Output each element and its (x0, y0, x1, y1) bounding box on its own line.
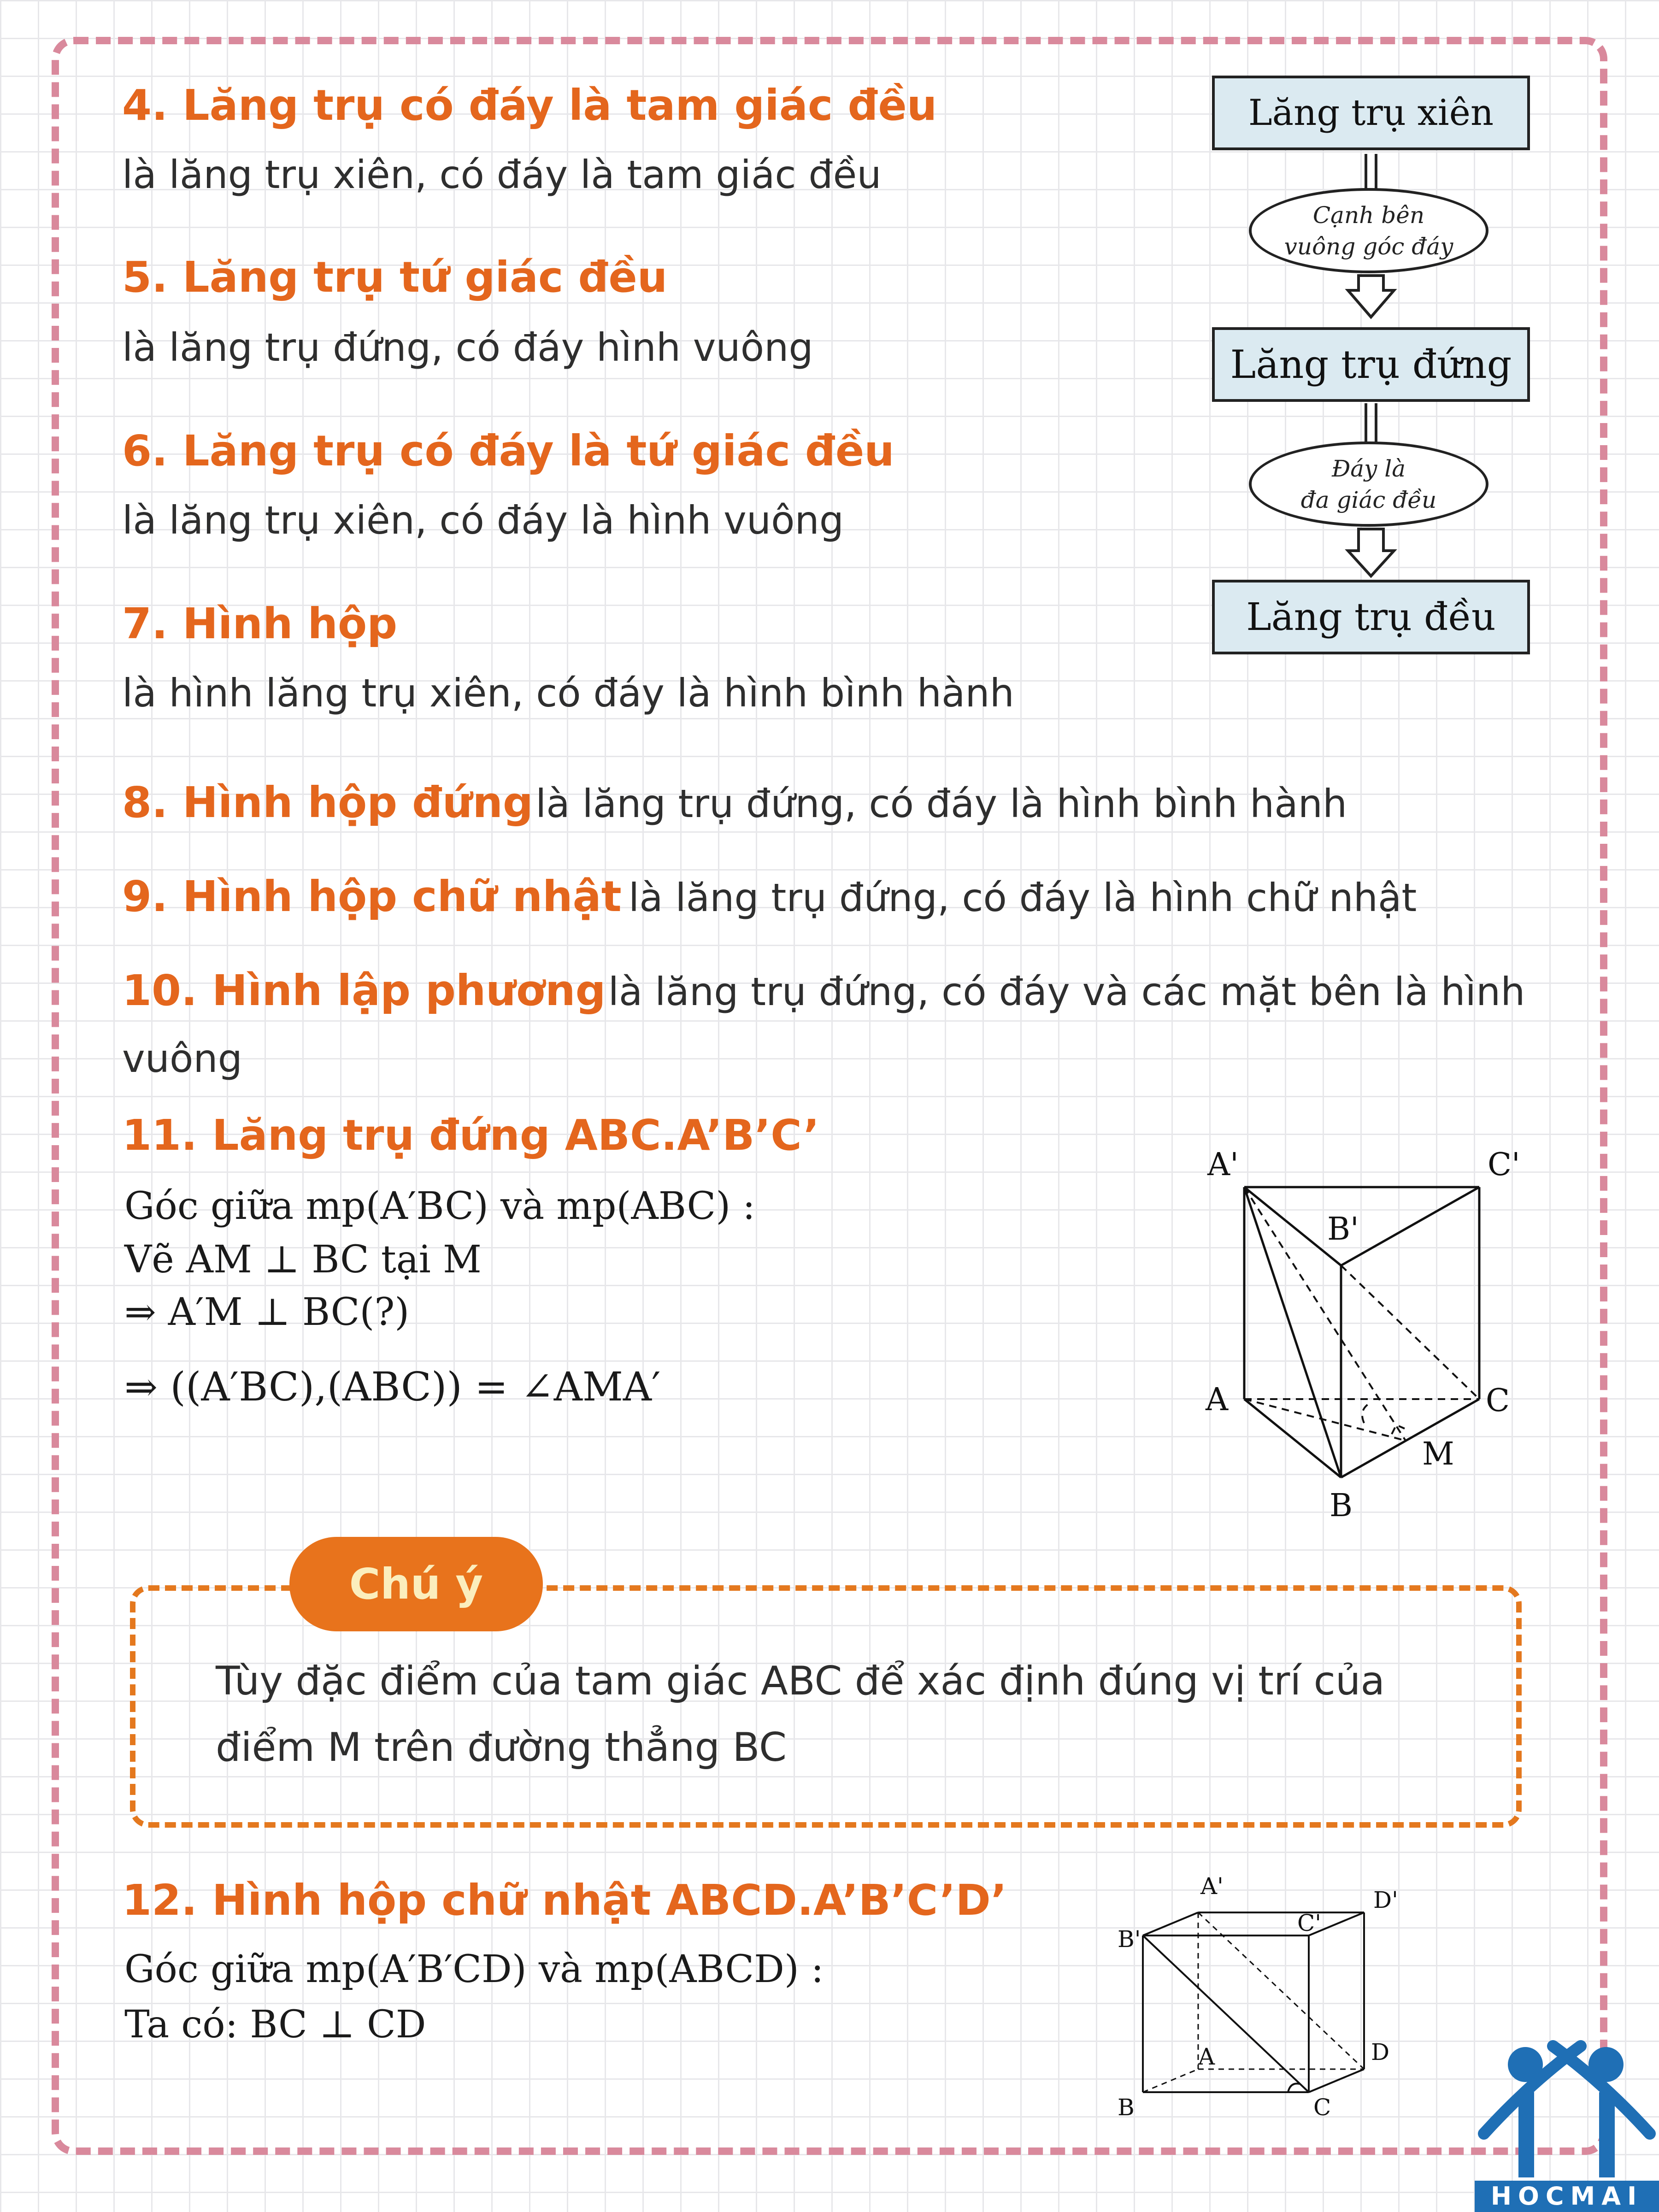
flow-box-regular-prism: Lăng trụ đều (1212, 580, 1530, 654)
item-5-title: 5. Lăng trụ tứ giác đều (122, 253, 668, 302)
prism-label-c: C (1486, 1382, 1510, 1419)
item-11-math-line3: ⇒ A′M ⊥ BC(?) (124, 1290, 410, 1334)
item-6-body: là lăng trụ xiên, có đáy là hình vuông (122, 498, 844, 543)
prism-label-b: B (1330, 1488, 1353, 1524)
item-10-body-line1: là lăng trụ đứng, có đáy và các mặt bên là hình (608, 969, 1525, 1014)
flow-condition-2-line2: đa giác đều (1300, 486, 1437, 513)
prism-label-b1: B' (1327, 1211, 1359, 1247)
flow-condition-regular-base (1249, 441, 1488, 527)
flow-condition-lateral-perpendicular (1249, 188, 1488, 273)
item-9-body: là lăng trụ đứng, có đáy là hình chữ nhật (628, 875, 1417, 920)
item-11-math-line4: ⇒ ((A′BC),(ABC)) = ∠AMA′ (124, 1364, 661, 1410)
flow-box-right-prism: Lăng trụ đứng (1212, 327, 1530, 402)
item-9 (122, 872, 1417, 921)
item-4-title: 4. Lăng trụ có đáy là tam giác đều (122, 81, 937, 130)
hocmai-logo (1475, 2028, 1659, 2212)
item-8 (122, 778, 1347, 827)
item-10-body-line2: vuông (122, 1036, 242, 1081)
item-7-body: là hình lăng trụ xiên, có đáy là hình bình hành (122, 671, 1014, 716)
item-5-body: là lăng trụ đứng, có đáy hình vuông (122, 325, 813, 370)
item-10 (122, 966, 1525, 1015)
note-label: Chú ý (289, 1537, 543, 1631)
item-8-title: 8. Hình hộp đứng (122, 778, 533, 827)
box-figure (1106, 1871, 1429, 2129)
item-12-title: 12. Hình hộp chữ nhật ABCD.A’B’C’D’ (122, 1876, 1007, 1925)
note-line1: Tùy đặc điểm của tam giác ABC để xác định đúng vị trí của (216, 1658, 1385, 1704)
note-line2: điểm M trên đường thẳng BC (216, 1724, 787, 1771)
item-7-title: 7. Hình hộp (122, 599, 398, 648)
prism-label-a1: A' (1207, 1147, 1239, 1183)
item-9-title: 9. Hình hộp chữ nhật (122, 872, 622, 921)
flow-condition-1-line2: vuông góc đáy (1284, 233, 1453, 260)
item-12-math-line2: Ta có: BC ⊥ CD (124, 2003, 426, 2047)
flow-condition-1-line1: Cạnh bên (1312, 201, 1425, 229)
item-8-body: là lăng trụ đứng, có đáy là hình bình hành (535, 781, 1347, 826)
flow-condition-2-line1: Đáy là (1331, 455, 1406, 482)
item-11-math-line1: Góc giữa mp(A′BC) và mp(ABC) : (124, 1184, 755, 1228)
item-11-title: 11. Lăng trụ đứng ABC.A’B’C’ (122, 1111, 820, 1160)
box-label-b1: B' (1118, 1926, 1141, 1953)
box-label-d1: D' (1373, 1887, 1398, 1913)
item-4-body: là lăng trụ xiên, có đáy là tam giác đều (122, 152, 882, 197)
box-label-d: D (1371, 2039, 1390, 2065)
flow-box-oblique-prism: Lăng trụ xiên (1212, 76, 1530, 150)
box-label-a1: A' (1200, 1873, 1224, 1900)
logo-figures-icon (1475, 2028, 1659, 2180)
item-11-math-line2: Vẽ AM ⊥ BC tại M (124, 1238, 482, 1282)
logo-text: HOCMAI (1475, 2181, 1659, 2212)
box-label-c1: C' (1297, 1910, 1322, 1936)
prism-label-a: A (1206, 1382, 1229, 1418)
item-12-math-line1: Góc giữa mp(A′B′CD) và mp(ABCD) : (124, 1947, 824, 1991)
box-label-a: A (1198, 2043, 1215, 2070)
prism-label-m: M (1422, 1436, 1454, 1472)
item-6-title: 6. Lăng trụ có đáy là tứ giác đều (122, 426, 894, 476)
box-label-c: C (1313, 2094, 1331, 2121)
prism-figure (1180, 1134, 1548, 1539)
item-10-title: 10. Hình lập phương (122, 966, 606, 1015)
box-label-b: B (1118, 2094, 1135, 2121)
prism-label-c1: C' (1488, 1147, 1520, 1183)
